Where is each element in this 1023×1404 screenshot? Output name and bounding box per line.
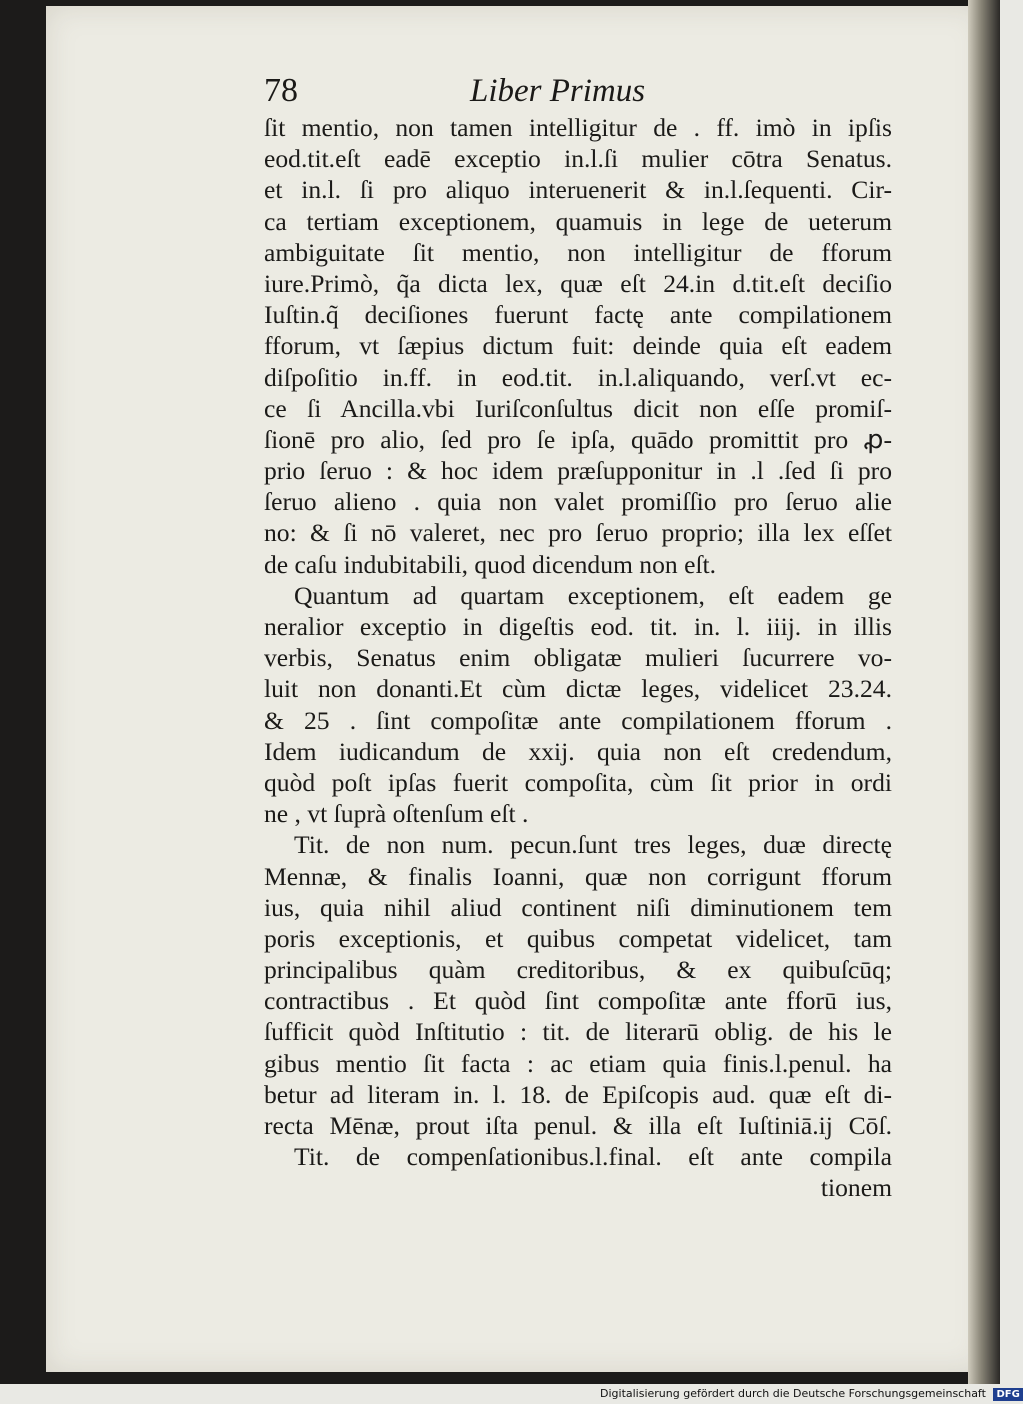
text-line: de caſu indubitabili, quod dicendum non eſt. <box>264 549 717 579</box>
text-line: eod.tit.eſt eadē exceptio in.l.ſi mulier cōtra Senatus. <box>264 144 892 174</box>
text-line: et in.l. ſi pro aliquo interuenerit & in.l.ſequenti. Cir- <box>264 175 892 205</box>
text-line: Quantum ad quartam exceptionem, eſt eadem ge <box>294 580 892 610</box>
text-line: ca tertiam exceptionem, quamuis in lege de ueterum <box>264 206 892 236</box>
text-line: iure.Primò, q̃a dicta lex, quæ eſt 24.in d.tit.eſt deciſio <box>264 268 892 298</box>
text-line: ſit mentio, non tamen intelligitur de . ff. imò in ipſis <box>264 113 892 142</box>
text-line: Tit. de non num. pecun.ſunt tres leges, duæ directę <box>294 830 892 860</box>
text-line: Mennæ, & finalis Ioanni, quæ non corrigunt fforum <box>264 861 892 891</box>
text-line: poris exceptionis, et quibus competat videlicet, tam <box>264 923 892 953</box>
text-line: fforum, vt ſæpius dictum fuit: deinde quia eſt eadem <box>264 331 892 361</box>
page-gutter-edge <box>968 0 1000 1384</box>
credit-text: Digitalisierung gefördert durch die Deutsche Forschungsgemeinschaft <box>600 1387 986 1400</box>
text-line: contractibus . Et quòd ſint compoſitæ ante fforū ius, <box>264 986 892 1016</box>
text-line: luit non donanti.Et cùm dictæ leges, videlicet 23.24. <box>264 674 892 704</box>
page-header <box>264 70 892 112</box>
text-line: Idem iudicandum de xxij. quia non eſt credendum, <box>264 736 892 766</box>
text-line: ſeruo alieno . quia non valet promiſſio pro ſeruo alie <box>264 487 892 517</box>
text-line: no: & ſi nō valeret, nec pro ſeruo proprio; illa lex eſſet <box>264 518 892 548</box>
digitization-credit <box>600 1386 1020 1402</box>
text-line: ne , vt ſuprà oſtenſum eſt . <box>264 799 529 829</box>
text-line: & 25 . ſint compoſitæ ante compilationem fforum . <box>264 705 892 735</box>
text-line: ambiguitate ſit mentio, non intelligitur de fforum <box>264 237 892 267</box>
text-line: betur ad literam in. l. 18. de Epiſcopis aud. quæ eſt di- <box>264 1079 892 1109</box>
text-line: prio ſeruo : & hoc idem præſupponitur in .l .ſed ſi pro <box>264 456 892 486</box>
text-line: Iuſtin.q̃ deciſiones fuerunt factę ante compilationem <box>264 300 892 330</box>
text-line: Tit. de compenſationibus.l.final. eſt ante compila <box>294 1142 892 1172</box>
text-line: ſufficit quòd Inſtitutio : tit. de literarū oblig. de his le <box>264 1017 892 1047</box>
catchword: tionem <box>820 1173 892 1203</box>
text-line: diſpoſitio in.ff. in eod.tit. in.l.aliquando, verſ.vt ec- <box>264 362 892 392</box>
text-line: neralior exceptio in digeſtis eod. tit. in. l. iiij. in illis <box>264 612 892 641</box>
text-line: quòd poſt ipſas fuerit compoſita, cùm ſit prior in ordi <box>264 767 892 797</box>
text-line: verbis, Senatus enim obligatæ mulieri ſucurrere vo- <box>264 643 892 673</box>
text-line: principalibus quàm creditoribus, & ex quibuſcūq; <box>264 955 892 985</box>
running-title: Liber Primus <box>470 73 646 109</box>
text-line: ius, quia nihil aliud continent niſi diminutionem tem <box>264 892 892 922</box>
text-line: ce ſi Ancilla.vbi Iuriſconſultus dicit non eſſe promiſ- <box>264 393 892 423</box>
dfg-logo-icon: DFG <box>993 1388 1022 1401</box>
page-text-block <box>264 70 892 1204</box>
text-line: gibus mentio ſit facta : ac etiam quia finis.l.penul. ha <box>264 1048 892 1078</box>
page-number: 78 <box>264 72 298 109</box>
text-line: recta Mēnæ, prout iſta penul. & illa eſt Iuſtiniā.ij Cōſ. <box>264 1111 892 1140</box>
text-line: ſionē pro alio, ſed pro ſe ipſa, quādo promittit pro ꝓ- <box>264 424 892 454</box>
